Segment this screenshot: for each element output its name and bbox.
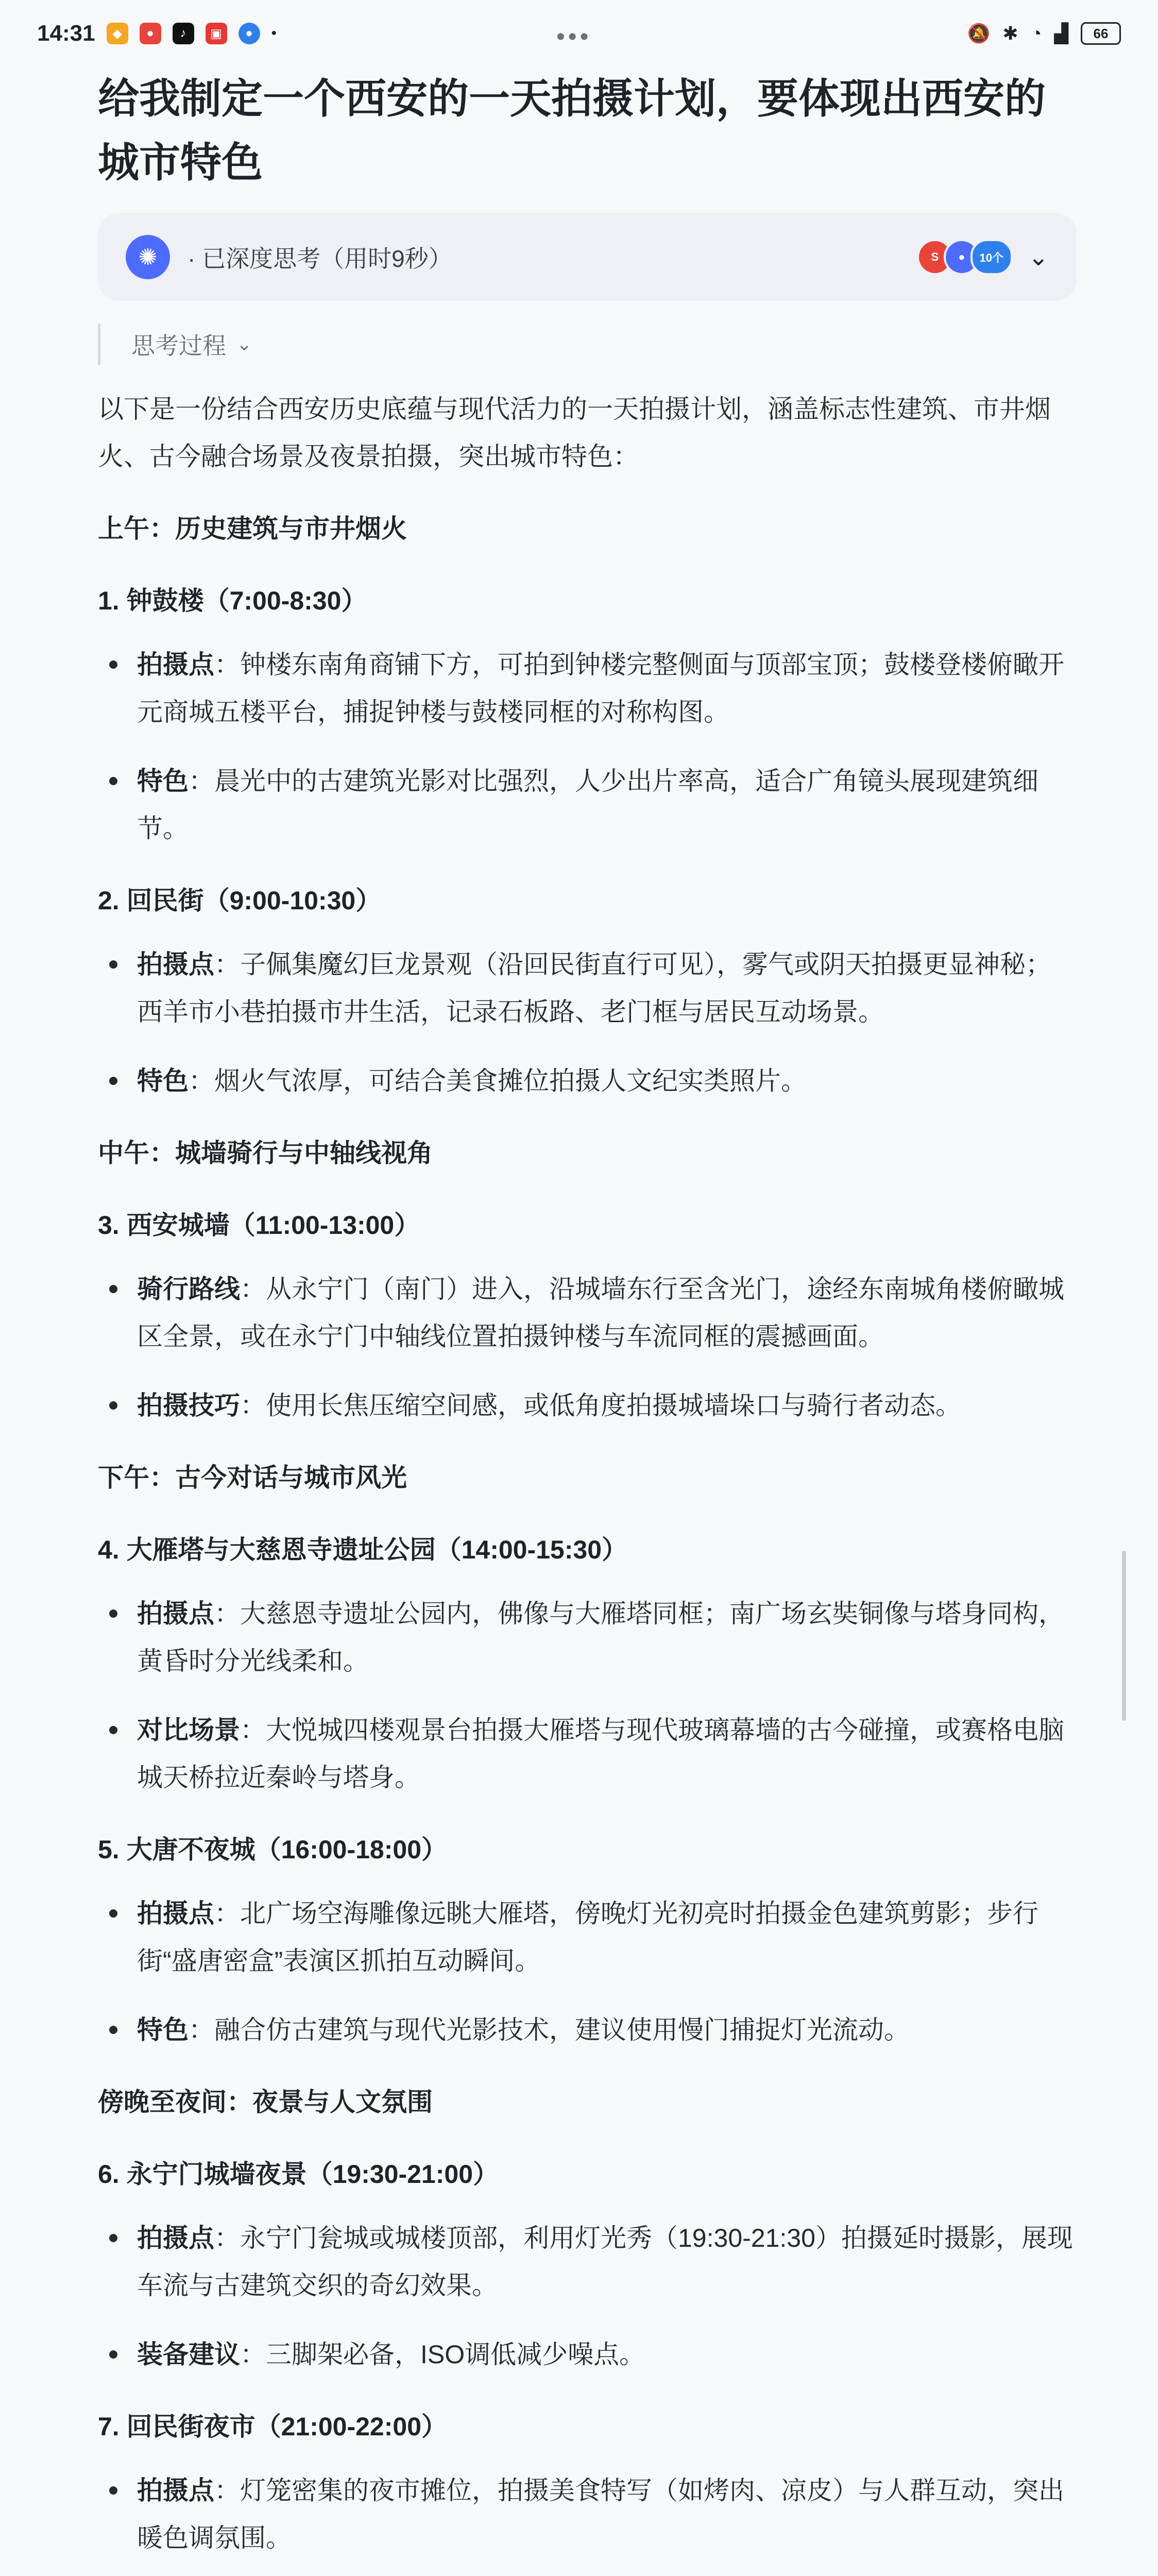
bullet-text: ：三脚架必备，ISO调低减少噪点。 — [240, 2340, 645, 2369]
spot-heading: 1. 钟鼓楼（7:00-8:30） — [98, 586, 367, 615]
list-item — [98, 1265, 1077, 1360]
list-item — [98, 2331, 1077, 2378]
bullet-text: ：晨光中的古建筑光影对比强烈，人少出片率高，适合广角镜头展现建筑细节。 — [137, 767, 1038, 843]
bullet-text: ：烟火气浓厚，可结合美食摊位拍摄人文纪实类照片。 — [189, 1066, 807, 1095]
intro-text: 以下是一份结合西安历史底蕴与现代活力的一天拍摄计划，涵盖标志性建筑、市井烟火、古今融合场景及夜景拍摄，突出城市特色： — [98, 395, 1051, 471]
bullet-text: ：使用长焦压缩空间感，或低角度拍摄城墙垛口与骑行者动态。 — [240, 1391, 961, 1420]
list-item — [98, 757, 1077, 852]
section-heading: 傍晚至夜间：夜景与人文氛围 — [98, 2088, 433, 2116]
bluetooth-icon: ✱ — [1002, 23, 1018, 44]
section-heading: 上午：历史建筑与市井烟火 — [98, 514, 407, 543]
scrollbar-thumb[interactable] — [1122, 1551, 1126, 1721]
bullet-text: ：大悦城四楼观景台拍摄大雁塔与现代玻璃幕墙的古今碰撞，或赛格电脑城天桥拉近秦岭与塔身。 — [137, 1716, 1064, 1792]
deep-thinking-card[interactable] — [98, 213, 1077, 301]
spot-heading: 6. 永宁门城墙夜景（19:30-21:00） — [98, 2160, 499, 2189]
battery-icon: 66 — [1081, 22, 1121, 45]
bullet-label: 装备建议 — [137, 2340, 240, 2369]
spot-heading: 4. 大雁塔与大慈恩寺遗址公园（14:00-15:30） — [98, 1535, 628, 1564]
list-item — [98, 641, 1077, 736]
bullet-text: ：钟楼东南角商铺下方，可拍到钟楼完整侧面与顶部宝顶；鼓楼登楼俯瞰开元商城五楼平台，捕捉钟楼与鼓楼同框的对称构图。 — [137, 650, 1064, 726]
app-notification-icon: ◆ — [107, 23, 128, 44]
bullet-list — [98, 2214, 1077, 2378]
source-icon: ● — [944, 239, 980, 275]
bullet-label: 拍摄点 — [137, 2476, 214, 2505]
list-item — [98, 1382, 1077, 1429]
app-notification-icon: ● — [140, 23, 161, 44]
status-left — [37, 21, 277, 46]
chevron-down-icon: ⌄ — [236, 333, 252, 354]
bullet-text: ：北广场空海雕像远眺大雁塔，傍晚灯光初亮时拍摄金色建筑剪影；步行街“盛唐密盒”表演区抓拍互动瞬间。 — [137, 1899, 1038, 1975]
bullet-label: 拍摄点 — [137, 2224, 214, 2252]
list-item — [98, 2006, 1077, 2054]
tiktok-icon: ♪ — [173, 23, 194, 44]
spot-heading: 2. 回民街（9:00-10:30） — [98, 886, 382, 915]
thinking-process-toggle[interactable] — [98, 324, 1077, 365]
bullet-list — [98, 1890, 1077, 2054]
bullet-label: 骑行路线 — [137, 1275, 240, 1303]
deepseek-logo-icon: ✺ — [126, 235, 170, 279]
chat-content — [98, 67, 1077, 2576]
bullet-label: 特色 — [137, 767, 189, 795]
bullet-list — [98, 1590, 1077, 1801]
bullet-list — [98, 941, 1077, 1105]
section-heading: 下午：古今对话与城市风光 — [98, 1463, 407, 1492]
bullet-list — [98, 2467, 1077, 2576]
bullet-list — [98, 1265, 1077, 1429]
source-icons[interactable] — [917, 239, 1013, 275]
thinking-status: · 已深度思考（用时9秒） — [188, 245, 452, 272]
thinking-process-label: 思考过程 — [131, 332, 226, 359]
list-item — [98, 2467, 1077, 2562]
source-icon: S — [917, 239, 953, 275]
signal-icon: ▟ — [1054, 23, 1068, 44]
more-options-icon[interactable]: ••• — [556, 23, 592, 50]
app-notification-icon: ▣ — [206, 23, 227, 44]
list-item — [98, 1890, 1077, 1985]
list-item — [98, 2214, 1077, 2309]
page-title: 给我制定一个西安的一天拍摄计划，要体现出西安的城市特色 — [98, 76, 1046, 185]
bullet-list — [98, 641, 1077, 852]
clock-time: 14:31 — [37, 21, 95, 46]
bullet-label: 对比场景 — [137, 1716, 240, 1744]
mute-icon: 🔕 — [967, 23, 991, 44]
bullet-label: 特色 — [137, 2015, 189, 2044]
app-notification-icon: ● — [239, 23, 260, 44]
wifi-icon: ◔ — [1030, 23, 1042, 44]
spot-heading: 3. 西安城墙（11:00-13:00） — [98, 1211, 420, 1240]
list-item — [98, 1057, 1077, 1105]
bullet-label: 拍摄点 — [137, 1599, 214, 1628]
bullet-text: ：永宁门瓮城或城楼顶部，利用灯光秀（19:30-21:30）拍摄延时摄影，展现车流与古建筑交织的奇幻效果。 — [137, 2224, 1073, 2300]
bullet-text: ：从永宁门（南门）进入，沿城墙东行至含光门，途经东南城角楼俯瞰城区全景，或在永宁门中轴线位置拍摄钟楼与车流同框的震撼画面。 — [137, 1275, 1064, 1351]
list-item — [98, 1590, 1077, 1685]
bullet-text: ：融合仿古建筑与现代光影技术，建议使用慢门捕捉灯光流动。 — [189, 2015, 910, 2044]
list-item — [98, 941, 1077, 1036]
bullet-label: 拍摄点 — [137, 1899, 214, 1928]
bullet-label: 拍摄点 — [137, 650, 214, 679]
bullet-text: ：子佩集魔幻巨龙景观（沿回民街直行可见），雾气或阴天拍摄更显神秘；西羊市小巷拍摄市井生活，记录石板路、老门框与居民互动场景。 — [137, 950, 1051, 1026]
bullet-text: ：灯笼密集的夜市摊位，拍摄美食特写（如烤肉、凉皮）与人群互动，突出暖色调氛围。 — [137, 2476, 1064, 2552]
spot-heading: 7. 回民街夜市（21:00-22:00） — [98, 2412, 448, 2441]
bullet-label: 拍摄技巧 — [137, 1391, 240, 1420]
bullet-text: ：大慈恩寺遗址公园内，佛像与大雁塔同框；南广场玄奘铜像与塔身同构，黄昏时分光线柔和。 — [137, 1599, 1064, 1675]
spot-heading: 5. 大唐不夜城（16:00-18:00） — [98, 1835, 448, 1864]
list-item — [98, 1706, 1077, 1801]
status-right — [967, 22, 1121, 45]
more-notifications-dot: • — [271, 25, 277, 42]
bullet-label: 拍摄点 — [137, 950, 214, 979]
section-heading: 中午：城墙骑行与中轴线视角 — [98, 1139, 433, 1167]
source-count-badge: 10个 — [970, 239, 1013, 275]
chevron-down-icon[interactable]: ⌄ — [1028, 244, 1049, 271]
bullet-label: 特色 — [137, 1066, 189, 1095]
